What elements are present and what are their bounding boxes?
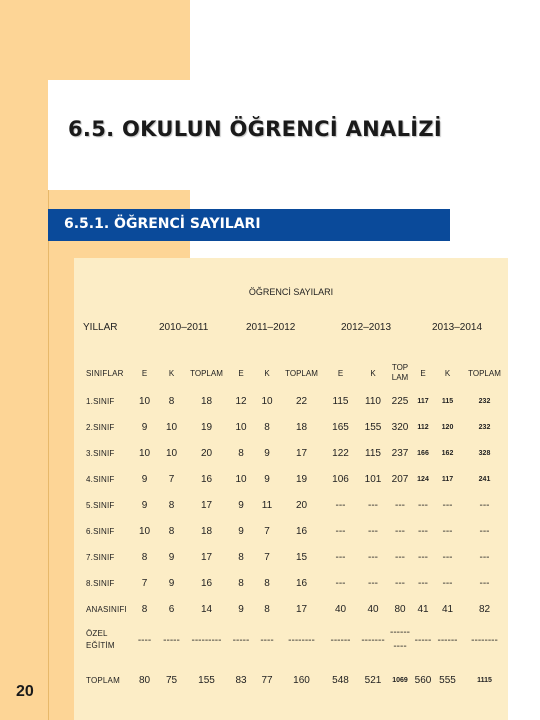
row-label: 6.SINIF — [86, 526, 115, 536]
table-cell: 9 — [168, 551, 175, 563]
table-cell: 232 — [478, 423, 491, 431]
table-cell: 110 — [365, 395, 381, 407]
table-cell: --- — [335, 499, 346, 511]
row-label: 5.SINIF — [86, 500, 115, 510]
table-cell: 115 — [441, 397, 454, 405]
table-cell: 155 — [198, 674, 215, 686]
table-cell: 117 — [441, 475, 454, 483]
column-header: E — [141, 368, 148, 378]
table-cell: 17 — [200, 499, 213, 511]
table-cell: 166 — [417, 449, 429, 457]
table-cell: --- — [479, 577, 490, 589]
table-cell: --- — [368, 551, 378, 563]
table-row — [74, 440, 508, 466]
table-cell: --- — [418, 577, 428, 589]
table-cell: ------ — [437, 634, 458, 646]
table-row — [74, 518, 508, 544]
table-row — [74, 388, 508, 414]
table-cell: 8 — [238, 577, 244, 589]
table-cell: ------ ---- — [390, 627, 410, 652]
table-cell: 19 — [200, 421, 213, 433]
years-label: YILLAR — [83, 322, 118, 333]
column-header-row — [74, 358, 508, 388]
table-cell: --------- — [191, 634, 222, 646]
table-cell: 115 — [365, 447, 381, 459]
table-cell: 548 — [332, 674, 349, 686]
table-cell: 207 — [391, 473, 409, 485]
table-cell: 1115 — [477, 676, 492, 684]
table-row — [74, 622, 508, 658]
table-title: ÖĞRENCİ SAYILARI — [248, 287, 334, 297]
table-row — [74, 544, 508, 570]
column-header: K — [168, 368, 175, 378]
table-cell: 328 — [478, 449, 491, 457]
table-cell: ------- — [361, 634, 385, 646]
column-header: TOPLAM — [190, 368, 223, 378]
table-cell: 7 — [264, 525, 270, 537]
column-header: TOPLAM — [285, 368, 318, 378]
table-cell: 8 — [168, 525, 175, 537]
table-cell: --- — [395, 499, 405, 511]
table-cell: 40 — [334, 603, 347, 615]
table-cell: 6 — [168, 603, 175, 615]
table-cell: 9 — [264, 447, 270, 459]
column-header: K — [370, 368, 376, 378]
table-cell: 9 — [238, 525, 244, 537]
table-cell: --- — [418, 525, 428, 537]
table-cell: 8 — [168, 499, 175, 511]
table-cell: 8 — [168, 395, 175, 407]
table-cell: 41 — [441, 603, 454, 615]
table-cell: 8 — [264, 421, 270, 433]
table-cell: 22 — [295, 395, 308, 407]
table-cell: 9 — [168, 577, 175, 589]
table-cell: --- — [395, 577, 405, 589]
table-cell: 16 — [295, 577, 308, 589]
table-cell: 12 — [235, 395, 247, 407]
row-label: ÖZEL EĞİTİM — [86, 629, 115, 650]
table-cell: 16 — [200, 473, 213, 485]
table-cell: 112 — [417, 423, 429, 431]
table-cell: --- — [418, 499, 428, 511]
row-label: TOPLAM — [86, 675, 120, 685]
table-cell: 122 — [332, 447, 349, 459]
table-cell: 8 — [141, 603, 148, 615]
table-cell: 8 — [238, 551, 244, 563]
student-count-table — [74, 358, 508, 702]
table-cell: 160 — [293, 674, 310, 686]
table-row — [74, 466, 508, 492]
table-cell: 106 — [332, 473, 349, 485]
table-cell: 10 — [138, 395, 151, 407]
column-header: E — [238, 368, 244, 378]
table-cell: 16 — [295, 525, 308, 537]
table-cell: 232 — [478, 397, 491, 405]
row-label: 7.SINIF — [86, 552, 115, 562]
table-cell: 19 — [295, 473, 308, 485]
table-row — [74, 414, 508, 440]
table-cell: 124 — [417, 475, 429, 483]
table-row — [74, 492, 508, 518]
table-cell: 10 — [165, 447, 178, 459]
table-cell: 75 — [165, 674, 178, 686]
table-row — [74, 596, 508, 622]
table-cell: 18 — [200, 395, 213, 407]
table-cell: 9 — [238, 603, 244, 615]
row-label: 1.SINIF — [86, 396, 115, 406]
table-cell: 10 — [165, 421, 178, 433]
table-cell: 9 — [264, 473, 270, 485]
row-label: 8.SINIF — [86, 578, 115, 588]
table-cell: 10 — [138, 525, 151, 537]
table-cell: --- — [479, 499, 490, 511]
section-header-bar — [48, 209, 450, 241]
table-cell: --- — [335, 551, 346, 563]
column-header: TOPLAM — [468, 368, 501, 378]
table-cell: 9 — [238, 499, 244, 511]
table-cell: 11 — [261, 499, 273, 511]
table-cell: 18 — [295, 421, 308, 433]
table-cell: --- — [335, 525, 346, 537]
table-cell: --- — [368, 525, 378, 537]
section-title: 6.5.1. ÖĞRENCİ SAYILARI — [64, 216, 261, 232]
table-cell: 117 — [417, 397, 429, 405]
years-header-row — [74, 322, 508, 336]
table-cell: --- — [442, 577, 453, 589]
table-cell: 521 — [364, 674, 382, 686]
table-cell: -------- — [288, 634, 315, 646]
row-label: ANASINIFI — [86, 604, 127, 614]
table-cell: 8 — [141, 551, 148, 563]
table-cell: 17 — [295, 447, 308, 459]
table-cell: ----- — [232, 634, 250, 646]
table-row — [74, 570, 508, 596]
table-cell: --- — [368, 499, 378, 511]
table-cell: --- — [418, 551, 428, 563]
table-cell: 9 — [141, 421, 148, 433]
table-cell: 7 — [141, 577, 148, 589]
table-cell: 10 — [261, 395, 273, 407]
table-cell: 7 — [168, 473, 175, 485]
table-cell: 120 — [441, 423, 454, 431]
table-cell: --- — [479, 525, 490, 537]
table-cell: --- — [395, 551, 405, 563]
table-cell: 237 — [391, 447, 409, 459]
table-cell: 9 — [141, 473, 148, 485]
table-cell: 17 — [295, 603, 308, 615]
table-cell: ------ — [330, 634, 351, 646]
class-header: SINIFLAR — [86, 368, 124, 378]
table-cell: 83 — [235, 674, 247, 686]
table-cell: --- — [335, 577, 346, 589]
page-title: 6.5. OKULUN ÖĞRENCİ ANALİZİ — [68, 117, 443, 141]
table-cell: 41 — [417, 603, 429, 615]
table-cell: 80 — [138, 674, 151, 686]
year-2011-2012: 2011–2012 — [246, 322, 296, 333]
column-header: TOP LAM — [391, 363, 409, 382]
table-cell: 162 — [441, 449, 454, 457]
row-label: 3.SINIF — [86, 448, 115, 458]
table-cell: 20 — [200, 447, 213, 459]
year-2012-2013: 2012–2013 — [341, 322, 392, 333]
table-cell: ---- — [260, 634, 274, 646]
table-cell: 8 — [264, 603, 270, 615]
table-cell: 40 — [367, 603, 379, 615]
table-cell: 82 — [478, 603, 491, 615]
table-cell: --- — [368, 577, 378, 589]
table-cell: 8 — [238, 447, 244, 459]
table-cell: --- — [442, 525, 453, 537]
table-cell: 18 — [200, 525, 213, 537]
year-2010-2011: 2010–2011 — [159, 322, 209, 333]
table-cell: 10 — [235, 421, 247, 433]
row-label: 2.SINIF — [86, 422, 115, 432]
table-cell: 101 — [364, 473, 382, 485]
table-cell: 9 — [141, 499, 148, 511]
table-cell: 225 — [391, 395, 409, 407]
table-cell: 241 — [478, 475, 491, 483]
page-number: 20 — [16, 683, 34, 700]
table-cell: 7 — [264, 551, 270, 563]
table-cell: 16 — [200, 577, 213, 589]
table-cell: ----- — [163, 634, 180, 646]
column-header: K — [444, 368, 451, 378]
year-2013-2014: 2013–2014 — [432, 322, 483, 333]
table-cell: 165 — [332, 421, 349, 433]
table-cell: --- — [442, 499, 453, 511]
table-cell: ----- — [414, 634, 432, 646]
table-cell: 17 — [200, 551, 213, 563]
column-header: E — [420, 368, 426, 378]
table-cell: 15 — [295, 551, 308, 563]
column-header: E — [337, 368, 344, 378]
table-cell: --- — [479, 551, 490, 563]
table-row — [74, 658, 508, 702]
table-cell: 14 — [200, 603, 213, 615]
table-cell: 20 — [295, 499, 308, 511]
table-cell: --- — [395, 525, 405, 537]
table-cell: 8 — [264, 577, 270, 589]
table-cell: ---- — [137, 634, 152, 646]
table-cell: -------- — [471, 634, 498, 646]
table-cell: 155 — [364, 421, 382, 433]
table-cell: 320 — [391, 421, 409, 433]
table-cell: 77 — [261, 674, 273, 686]
row-label: 4.SINIF — [86, 474, 115, 484]
table-cell: 560 — [414, 674, 432, 686]
table-cell: 10 — [138, 447, 151, 459]
table-cell: 555 — [439, 674, 456, 686]
table-cell: 80 — [394, 603, 406, 615]
table-cell: 10 — [235, 473, 247, 485]
table-cell: 1069 — [392, 676, 408, 684]
table-cell: 115 — [332, 395, 349, 407]
column-header: K — [264, 368, 270, 378]
table-cell: --- — [442, 551, 453, 563]
